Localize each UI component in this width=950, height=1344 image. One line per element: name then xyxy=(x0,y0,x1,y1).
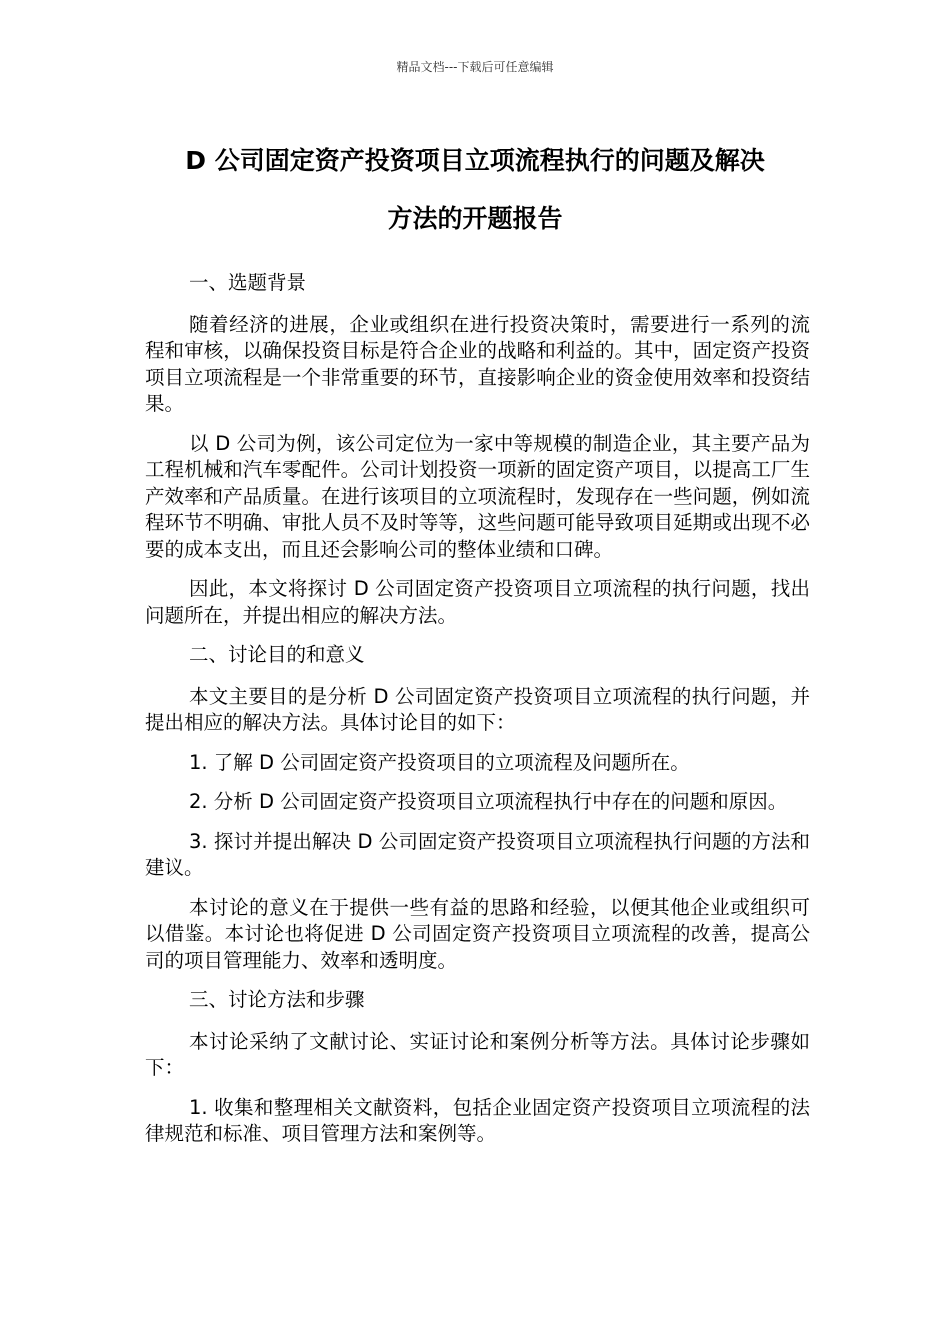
list-item: 1. 了解 D 公司固定资产投资项目的立项流程及问题所在。 xyxy=(189,750,690,774)
title-line-2: 方法的开题报告 xyxy=(387,204,563,233)
list-item: 2. 分析 D 公司固定资产投资项目立项流程执行中存在的问题和原因。 xyxy=(189,790,788,813)
document-title xyxy=(100,132,850,248)
section-heading-background: 一、选题背景 xyxy=(189,271,307,294)
paragraph: 本讨论采纳了文献讨论、实证讨论和案例分析等方法。具体讨论步骤如下： xyxy=(145,1029,810,1079)
title-line-1: D 公司固定资产投资项目立项流程执行的问题及解决 xyxy=(185,146,765,175)
section-heading-purpose: 二、讨论目的和意义 xyxy=(189,643,365,666)
header-note: 精品文档---下载后可任意编辑 xyxy=(396,60,554,74)
list-item: 3. 探讨并提出解决 D 公司固定资产投资项目立项流程执行问题的方法和建议。 xyxy=(145,829,810,879)
paragraph: 以 D 公司为例，该公司定位为一家中等规模的制造企业，其主要产品为工程机械和汽车零配件。公司计划投资一项新的固定资产项目，以提高工厂生产效率和产品质量。在进行该项目的立项流程时，发现存在一些问题，例如流程环节不明确、审批人员不及时等等，这些问题可能导致项目延期或出现不必要的成本支出，而且还会影响公司的整体业绩和口碑。 xyxy=(145,431,810,561)
paragraph: 因此，本文将探讨 D 公司固定资产投资项目立项流程的执行问题，找出问题所在，并提出相应的解决方法。 xyxy=(145,577,810,627)
paragraph: 本文主要目的是分析 D 公司固定资产投资项目立项流程的执行问题，并提出相应的解决方法。具体讨论目的如下： xyxy=(145,684,810,734)
list-item: 1. 收集和整理相关文献资料，包括企业固定资产投资项目立项流程的法律规范和标准、项目管理方法和案例等。 xyxy=(145,1095,810,1145)
section-heading-method: 三、讨论方法和步骤 xyxy=(189,988,365,1011)
document-body xyxy=(145,270,810,1161)
paragraph: 随着经济的进展，企业或组织在进行投资决策时，需要进行一系列的流程和审核，以确保投资目标是符合企业的战略和利益的。其中，固定资产投资项目立项流程是一个非常重要的环节，直接影响企业的资金使用效率和投资结果。 xyxy=(145,312,810,415)
paragraph: 本讨论的意义在于提供一些有益的思路和经验，以便其他企业或组织可以借鉴。本讨论也将促进 D 公司固定资产投资项目立项流程的改善，提高公司的项目管理能力、效率和透明度。 xyxy=(145,895,810,972)
